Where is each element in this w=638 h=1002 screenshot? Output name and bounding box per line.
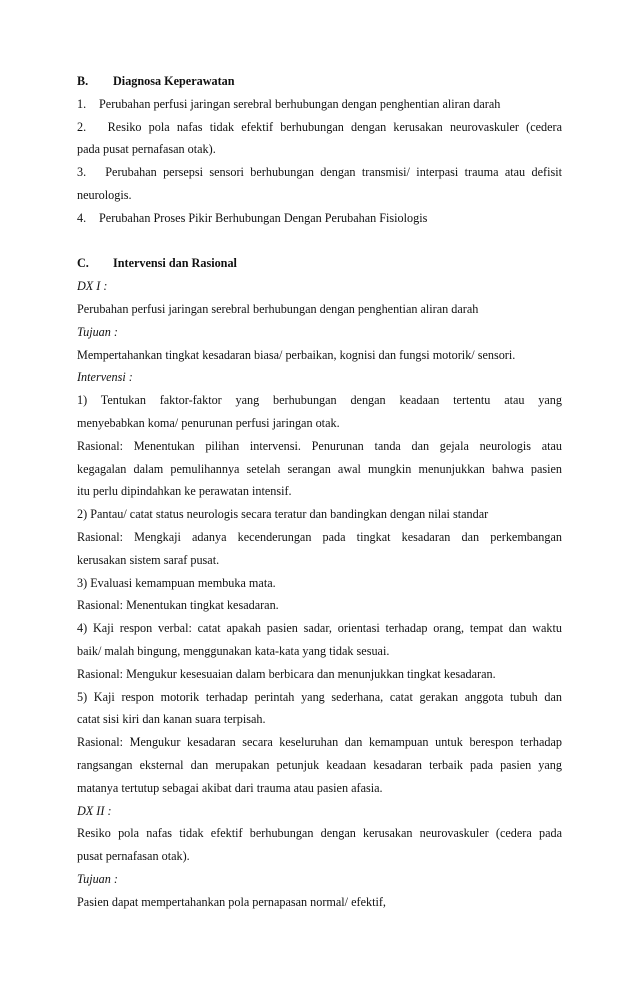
- intervention-4-line-1: 4) Kaji respon verbal: catat apakah pasien sadar, orientasi terhadap orang, tempat dan waktu: [77, 621, 562, 636]
- diagnosis-item-3: 3. Perubahan persepsi sensori berhubungan dengan transmisi/ interpasi trauma atau defisit: [77, 165, 562, 180]
- intervention-1-line-1: 1) Tentukan faktor-faktor yang berhubungan dengan keadaan tertentu atau yang: [77, 393, 562, 408]
- rasional-3-line-1: Rasional: Menentukan tingkat kesadaran.: [77, 598, 279, 613]
- rasional-5-line-2: rangsangan eksternal dan merupakan petunjuk keadaan kesadaran terbaik pada pasien yang: [77, 757, 562, 772]
- rasional-1-line-2: kegagalan dalam pemulihannya setelah serangan awal mungkin menunjukkan bahwa pasien: [77, 461, 562, 476]
- intervention-4-line-2: baik/ malah bingung, menggunakan kata-kata yang tidak sesuai.: [77, 643, 390, 658]
- diagnosis-item-4: 4. Perubahan Proses Pikir Berhubungan Dengan Perubahan Fisiologis: [77, 210, 428, 225]
- rasional-2-line-2: kerusakan sistem saraf pusat.: [77, 552, 220, 567]
- section-b-title: Diagnosa Keperawatan: [113, 74, 235, 88]
- intervention-5-line-1: 5) Kaji respon motorik terhadap perintah yang sederhana, catat gerakan anggota tubuh dan: [77, 689, 562, 704]
- dx2-label: DX II :: [77, 803, 112, 818]
- diagnosis-item-2: 2. Resiko pola nafas tidak efektif berhubungan dengan kerusakan neurovaskuler (cedera: [77, 119, 562, 134]
- section-c-heading: [77, 252, 562, 275]
- dx2-line-1: Resiko pola nafas tidak efektif berhubungan dengan kerusakan neurovaskuler (cedera pada: [77, 826, 562, 841]
- rasional-1-line-3: itu perlu dipindahkan ke perawatan intensif.: [77, 484, 292, 499]
- diagnosis-item-1: 1. Perubahan perfusi jaringan serebral berhubungan dengan penghentian aliran darah: [77, 96, 501, 111]
- section-b-heading: [77, 70, 562, 93]
- intervention-2-line-1: 2) Pantau/ catat status neurologis secara teratur dan bandingkan dengan nilai standar: [77, 507, 489, 522]
- dx1-label: DX I :: [77, 279, 108, 294]
- rasional-5-line-1: Rasional: Mengukur kesadaran secara keseluruhan dan kemampuan untuk berespon terhadap: [77, 735, 562, 750]
- rasional-2-line-1: Rasional: Mengkaji adanya kecenderungan pada tingkat kesadaran dan perkembangan: [77, 529, 562, 544]
- intervention-5-line-2: catat sisi kiri dan kanan suara terpisah.: [77, 712, 266, 727]
- dx1-text: Perubahan perfusi jaringan serebral berhubungan dengan penghentian aliran darah: [77, 301, 479, 316]
- tujuan-label: Tujuan :: [77, 324, 118, 339]
- intervensi-label: Intervensi :: [77, 370, 133, 385]
- section-c-title: Intervensi dan Rasional: [113, 256, 237, 271]
- intervention-3-line-1: 3) Evaluasi kemampuan membuka mata.: [77, 575, 276, 590]
- tujuan2-text: Pasien dapat mempertahankan pola pernapasan normal/ efektif,: [77, 894, 386, 909]
- diagnosis-item-2-cont: pada pusat pernafasan otak).: [77, 142, 216, 157]
- dx2-line-2: pusat pernafasan otak).: [77, 849, 190, 864]
- section-b-number: B.: [77, 74, 89, 88]
- rasional-4-line-1: Rasional: Mengukur kesesuaian dalam berbicara dan menunjukkan tingkat kesadaran.: [77, 666, 496, 681]
- section-c-number: C.: [77, 256, 89, 271]
- diagnosis-item-3-cont: neurologis.: [77, 187, 132, 202]
- tujuan-text: Mempertahankan tingkat kesadaran biasa/ perbaikan, kognisi dan fungsi motorik/ sensori.: [77, 347, 516, 362]
- rasional-1-line-1: Rasional: Menentukan pilihan intervensi. Penurunan tanda dan gejala neurologis atau: [77, 438, 562, 453]
- document-page: [77, 70, 562, 913]
- tujuan2-label: Tujuan :: [77, 871, 118, 886]
- spacer: [77, 230, 562, 253]
- rasional-5-line-3: matanya tertutup sebagai akibat dari trauma atau pasien afasia.: [77, 780, 383, 795]
- intervention-1-line-2: menyebabkan koma/ penurunan perfusi jaringan otak.: [77, 415, 340, 430]
